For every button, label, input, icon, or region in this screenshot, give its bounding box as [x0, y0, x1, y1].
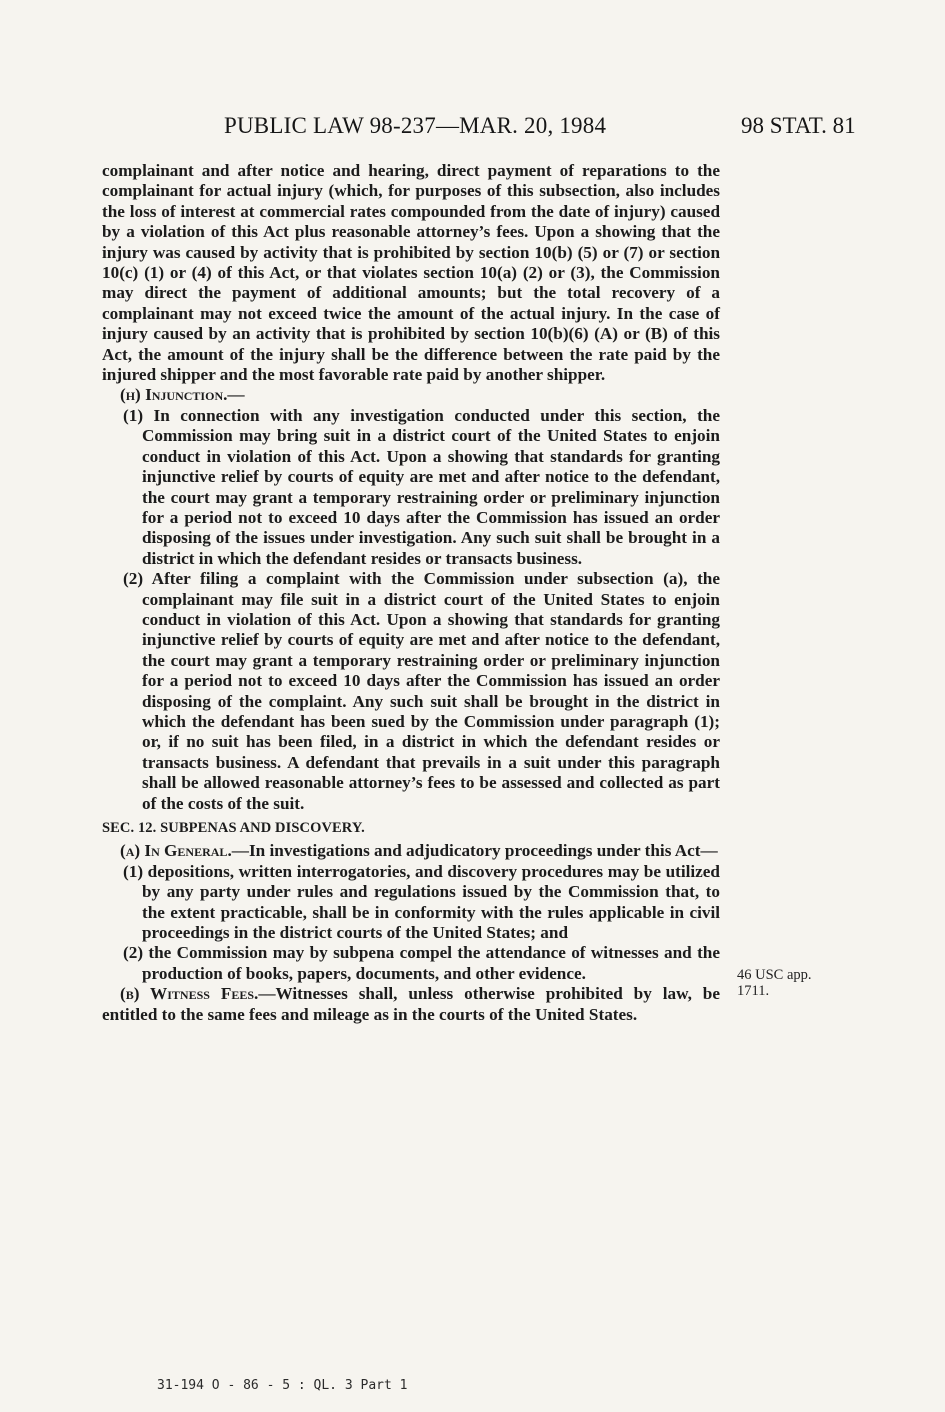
section-12-subsection-b: [102, 984, 720, 1025]
subsection-h-paragraph-1: (1) In connection with any investigation conducted under this section, the Commission may bring suit in a district court of the United States to enjoin conduct in violation of this Act. Upon a showing that standards for granting injunctive relief by courts of equity are met and after notice to the defendant, the court may grant a temporary restraining order or preliminary injunction for a period not to exceed 10 days after the Commission has issued an order disposing of the issues under investigation. Any such suit shall be brought in a district in which the defendant resides or transacts business.: [123, 405, 720, 568]
page-header-title: PUBLIC LAW 98-237—MAR. 20, 1984: [224, 113, 607, 138]
subsection-a-paragraph-2: (2) the Commission may by subpena compel the attendance of witnesses and the production of books, papers, documents, and other evidence.: [123, 943, 720, 983]
margin-citation-note: 46 USC app. 1711.: [737, 967, 812, 999]
page-header-stat: 98 STAT. 81: [741, 113, 856, 138]
body-text: [102, 161, 720, 1025]
subsection-a-paragraph-1: (1) depositions, written interrogatories, and discovery procedures may be utilized by any party under rules and regulations issued by the Commission that, to the extent practicable, shall be in conformity with the rules applicable in civil proceedings in the district courts of the United States; and: [123, 861, 720, 943]
section-12-subsection-a: [102, 841, 720, 861]
subsection-a-text: —In investigations and adjudicatory proceedings under this Act—: [231, 841, 718, 861]
continuation-paragraph: complainant and after notice and hearing, direct payment of reparations to the complainant for actual injury (which, for purposes of this subsection, also includes the loss of interest at commercial rates compounded from the date of injury) caused by a violation of this Act plus reasonable attorney’s fees. Upon a showing that the injury was caused by activity that is prohibited by section 10(b) (5) or (7) or section 10(c) (1) or (4) of this Act, or that violates section 10(a) (2) or (3), the Commission may direct the payment of additional amounts; but the total recovery of a complainant may not exceed twice the amount of the actual injury. In the case of injury caused by an activity that is prohibited by section 10(b)(6) (A) or (B) of this Act, the amount of the injury shall be the difference between the rate paid by the injured shipper and the most favorable rate paid by another shipper.: [102, 161, 720, 385]
subsection-b-label: (b) Witness Fees.: [120, 984, 259, 1004]
subsection-h-paragraph-2: (2) After filing a complaint with the Commission under subsection (a), the complainant may file suit in a district court of the United States to enjoin conduct in violation of this Act. Upon a showing that standards for granting injunctive relief by courts of equity are met and after notice to the defendant, the court may grant a temporary restraining order or preliminary injunction for a period not to exceed 10 days after the Commission has issued an order disposing of the complaint. Any such suit shall be brought in the district in which the defendant has been sued by the Commission under paragraph (1); or, if no suit has been filed, in a district in which the defendant resides or transacts business. A defendant that prevails in a suit under this paragraph shall be allowed reasonable attorney’s fees to be assessed and collected as part of the costs of the suit.: [123, 569, 720, 813]
subsection-h-heading: [102, 385, 720, 405]
section-12-heading: SEC. 12. SUBPENAS AND DISCOVERY.: [102, 820, 365, 836]
subsection-h-label: (h) Injunction.—: [120, 385, 245, 405]
subsection-a-label: (a) In General.: [120, 841, 232, 861]
subsection-b-text: —Witnesses shall, unless otherwise prohibited by law, be entitled to the same fees and mileage as in the courts of the United States.: [102, 984, 720, 1024]
page-footer-printing-code: 31-194 O - 86 - 5 : QL. 3 Part 1: [157, 1378, 408, 1393]
